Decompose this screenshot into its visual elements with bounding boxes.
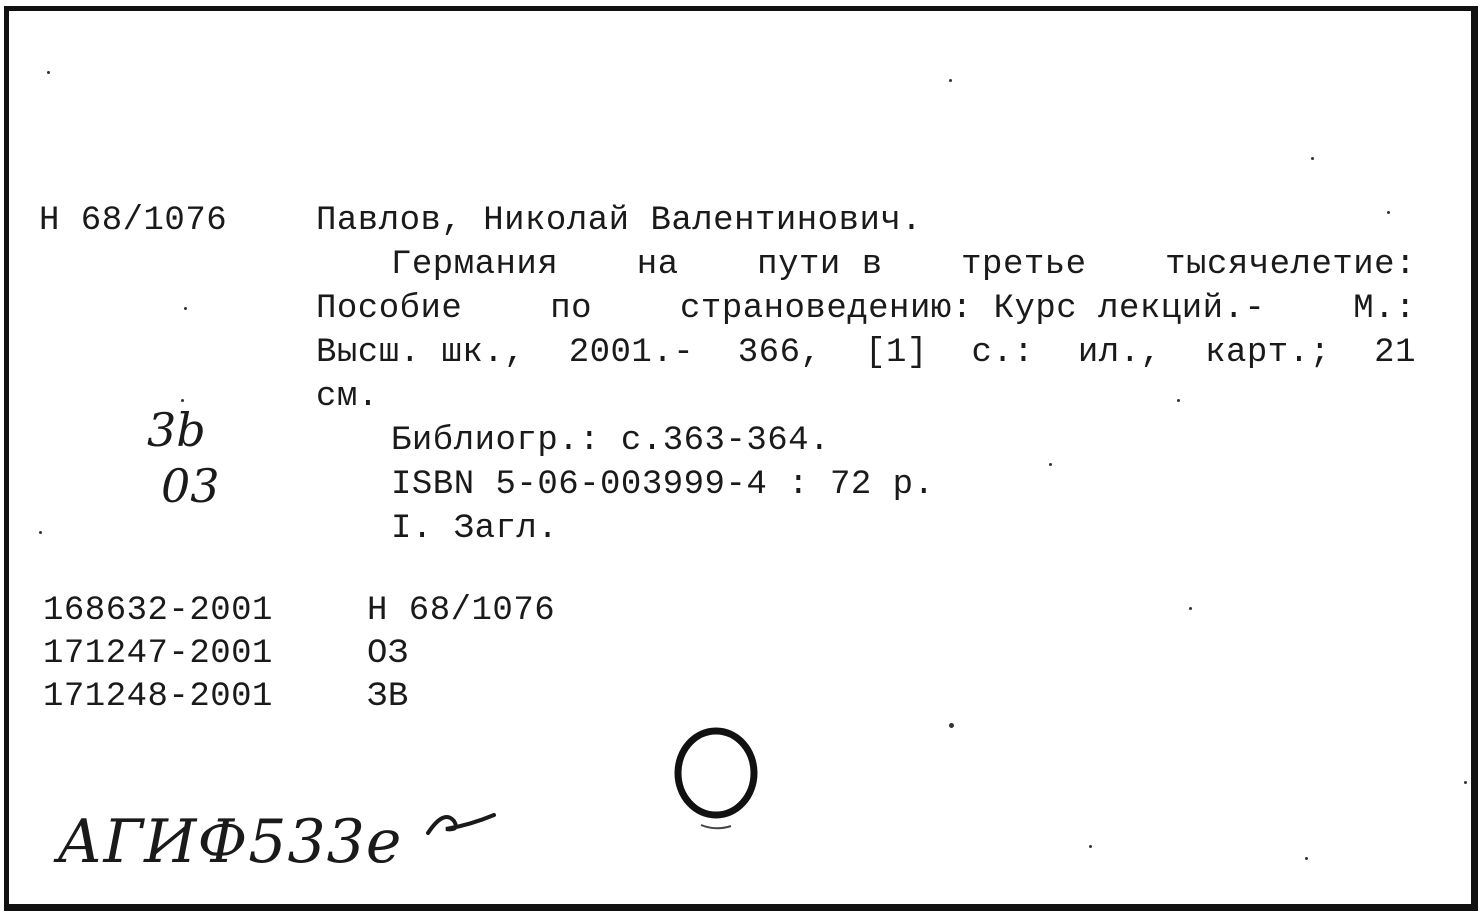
holding-location: ЗВ bbox=[367, 678, 409, 716]
handwritten-mark-bottom: 03 bbox=[161, 459, 220, 513]
isbn-line: ISBN 5-06-003999-4 : 72 р. bbox=[391, 466, 935, 504]
signature-flourish-icon bbox=[424, 803, 504, 843]
imprint-word: 21 bbox=[1374, 334, 1416, 372]
title-word: пути в bbox=[757, 246, 883, 284]
imprint-word: Высш. шк., bbox=[316, 334, 526, 372]
imprint-word: 2001.- bbox=[568, 334, 695, 372]
size-line: см. bbox=[316, 378, 379, 416]
holding-location: Н 68/1076 bbox=[367, 592, 556, 630]
imprint-word: ил., bbox=[1077, 334, 1162, 372]
call-number: Н 68/1076 bbox=[39, 202, 228, 240]
imprint-word: 366, bbox=[737, 334, 822, 372]
holding-location: ОЗ bbox=[367, 635, 409, 673]
title-word: по bbox=[550, 290, 593, 328]
inventory-number: 171247-2001 bbox=[43, 635, 273, 673]
handwritten-signature: АГИФ533е bbox=[57, 807, 403, 877]
imprint-word: с.: bbox=[971, 334, 1035, 372]
title-word: тысячелетие: bbox=[1165, 246, 1416, 284]
punch-hole-icon bbox=[671, 723, 761, 833]
title-word: М.: bbox=[1353, 290, 1416, 328]
author-heading: Павлов, Николай Валентинович. bbox=[316, 202, 923, 240]
title-line-1 bbox=[391, 245, 1416, 285]
title-word: Германия bbox=[391, 246, 559, 284]
inventory-number: 168632-2001 bbox=[43, 592, 273, 630]
imprint-word: карт.; bbox=[1205, 334, 1331, 372]
title-word: на bbox=[636, 246, 679, 284]
title-line-2 bbox=[316, 289, 1416, 329]
catalog-card bbox=[4, 6, 1478, 911]
title-word: страноведению: Курс лекций.- bbox=[680, 290, 1266, 328]
bibliography-note: Библиогр.: с.363-364. bbox=[391, 422, 830, 460]
imprint-line bbox=[316, 333, 1416, 373]
handwritten-mark-top: 3b bbox=[147, 403, 206, 457]
inventory-number: 171248-2001 bbox=[43, 678, 273, 716]
title-word: третье bbox=[961, 246, 1087, 284]
tracing-heading: I. Загл. bbox=[391, 510, 559, 548]
imprint-word: [1] bbox=[865, 334, 928, 372]
title-word: Пособие bbox=[316, 290, 463, 328]
